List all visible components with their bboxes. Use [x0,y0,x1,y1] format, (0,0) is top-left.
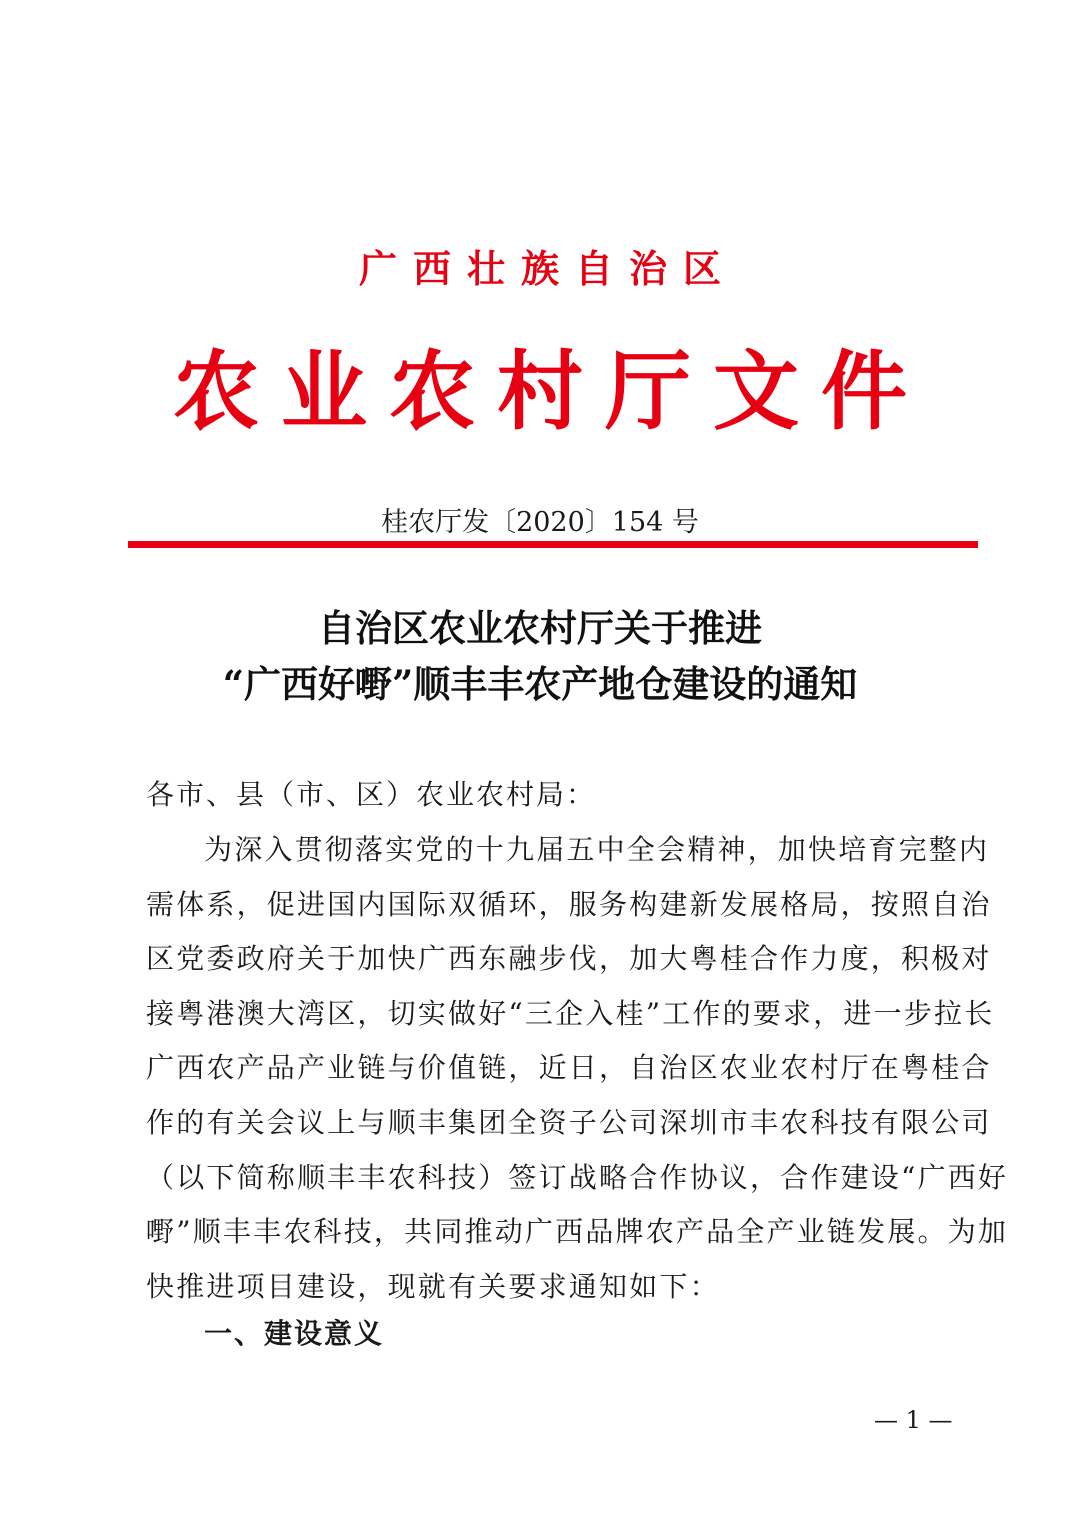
body-line: 广西农产品产业链与价值链，近日，自治区农业农村厅在粤桂合 [146,1051,992,1085]
title-line-2: “广西好嘢”顺丰丰农产地仓建设的通知 [222,662,858,706]
section-heading: 一、建设意义 [204,1317,385,1350]
salutation: 各市、县（市、区）农业农村局： [146,778,597,811]
red-divider-line [128,541,978,548]
body-line: 快推进项目建设，现就有关要求通知如下： [146,1269,720,1303]
document-title [0,600,1080,712]
page-number: — 1 — [874,1406,953,1434]
issuing-organization: 广西壮族自治区 [358,246,737,291]
body-line: 区党委政府关于加快广西东融步伐，加大粤桂合作力度，积极对 [146,942,992,976]
document-type-heading: 农业农村厅文件 [173,341,929,442]
document-number: 桂农厅发〔2020〕154 号 [381,507,699,538]
body-paragraph [146,823,1009,1314]
body-line: 需体系，促进国内国际双循环，服务构建新发展格局，按照自治 [146,887,992,921]
title-line-1: 自治区农业农村厅关于推进 [318,606,762,650]
body-line: 接粤港澳大湾区，切实做好“三企入桂”工作的要求，进一步拉长 [146,996,995,1030]
body-line: 嘢”顺丰丰农科技，共同推动广西品牌农产品全产业链发展。为加 [146,1215,1009,1249]
body-line: 作的有关会议上与顺丰集团全资子公司深圳市丰农科技有限公司 [146,1105,992,1139]
body-line: 为深入贯彻落实党的十九届五中全会精神，加快培育完整内 [204,833,990,866]
body-line: （以下简称顺丰丰农科技）签订战略合作协议，合作建设“广西好 [146,1160,1009,1194]
